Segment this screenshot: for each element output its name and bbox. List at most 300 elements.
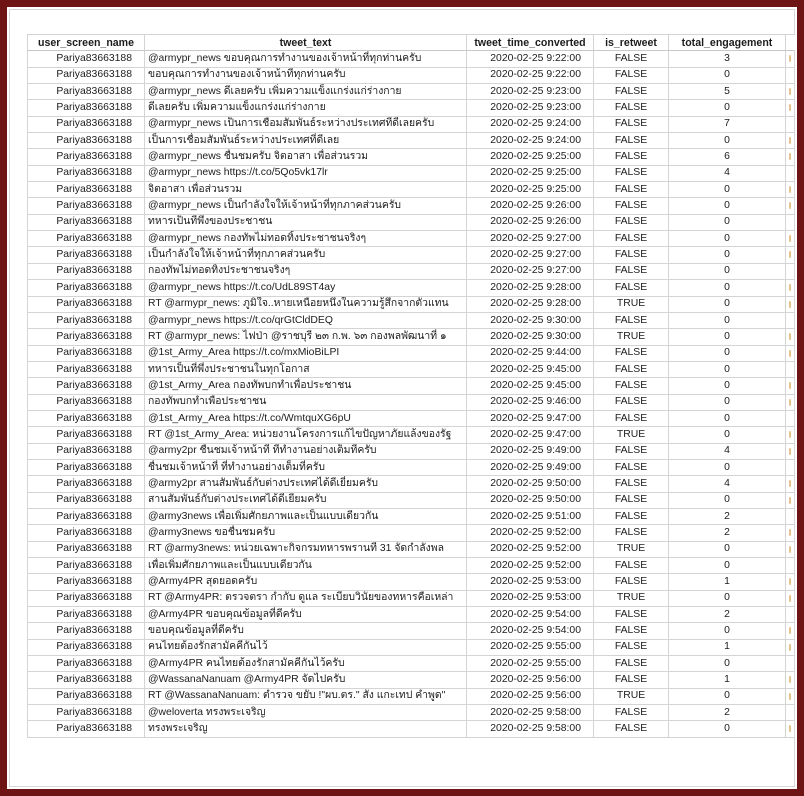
- table-row[interactable]: [28, 231, 798, 247]
- cell-user-screen-name[interactable]: Pariya83663188: [28, 378, 145, 394]
- cell-partial-column[interactable]: [786, 721, 798, 737]
- cell-total-engagement[interactable]: 0: [669, 67, 786, 83]
- cell-is-retweet[interactable]: FALSE: [594, 410, 669, 426]
- cell-user-screen-name[interactable]: Pariya83663188: [28, 607, 145, 623]
- cell-partial-column[interactable]: [786, 263, 798, 279]
- cell-total-engagement[interactable]: 0: [669, 721, 786, 737]
- cell-total-engagement[interactable]: 0: [669, 688, 786, 704]
- cell-total-engagement[interactable]: 0: [669, 133, 786, 149]
- cell-partial-column[interactable]: [786, 247, 798, 263]
- cell-partial-column[interactable]: [786, 378, 798, 394]
- cell-user-screen-name[interactable]: Pariya83663188: [28, 558, 145, 574]
- table-row[interactable]: [28, 672, 798, 688]
- cell-partial-column[interactable]: [786, 345, 798, 361]
- cell-partial-column[interactable]: [786, 688, 798, 704]
- cell-is-retweet[interactable]: FALSE: [594, 639, 669, 655]
- cell-is-retweet[interactable]: TRUE: [594, 296, 669, 312]
- table-row[interactable]: [28, 525, 798, 541]
- cell-tweet-time[interactable]: 2020-02-25 9:28:00: [467, 280, 594, 296]
- cell-is-retweet[interactable]: FALSE: [594, 492, 669, 508]
- cell-is-retweet[interactable]: FALSE: [594, 476, 669, 492]
- cell-tweet-text[interactable]: @armypr_news กองทัพไม่ทอดทิ้งประชาชนจริงๆ: [145, 231, 467, 247]
- cell-user-screen-name[interactable]: Pariya83663188: [28, 590, 145, 606]
- cell-partial-column[interactable]: [786, 410, 798, 426]
- cell-tweet-time[interactable]: 2020-02-25 9:50:00: [467, 476, 594, 492]
- cell-partial-column[interactable]: [786, 574, 798, 590]
- table-row[interactable]: [28, 312, 798, 328]
- cell-tweet-text[interactable]: @weloverta ทรงพระเจริญ: [145, 705, 467, 721]
- cell-tweet-time[interactable]: 2020-02-25 9:25:00: [467, 165, 594, 181]
- cell-user-screen-name[interactable]: Pariya83663188: [28, 427, 145, 443]
- cell-is-retweet[interactable]: FALSE: [594, 558, 669, 574]
- cell-is-retweet[interactable]: FALSE: [594, 263, 669, 279]
- cell-tweet-text[interactable]: ขอบคุณการทำงานของเจ้าหน้าที่ทุกท่านครับ: [145, 67, 467, 83]
- table-row[interactable]: [28, 705, 798, 721]
- cell-is-retweet[interactable]: TRUE: [594, 541, 669, 557]
- column-header-tweet-time-converted[interactable]: tweet_time_converted: [467, 35, 594, 51]
- cell-user-screen-name[interactable]: Pariya83663188: [28, 705, 145, 721]
- table-row[interactable]: [28, 361, 798, 377]
- cell-is-retweet[interactable]: FALSE: [594, 198, 669, 214]
- cell-is-retweet[interactable]: FALSE: [594, 443, 669, 459]
- cell-tweet-time[interactable]: 2020-02-25 9:30:00: [467, 329, 594, 345]
- cell-partial-column[interactable]: [786, 165, 798, 181]
- table-row[interactable]: [28, 721, 798, 737]
- cell-partial-column[interactable]: [786, 492, 798, 508]
- cell-tweet-text[interactable]: @army2pr สานสัมพันธ์กับต่างประเทศได้ดีเยี่ยมครับ: [145, 476, 467, 492]
- table-row[interactable]: [28, 198, 798, 214]
- cell-is-retweet[interactable]: FALSE: [594, 705, 669, 721]
- cell-is-retweet[interactable]: FALSE: [594, 525, 669, 541]
- cell-partial-column[interactable]: [786, 116, 798, 132]
- cell-partial-column[interactable]: [786, 280, 798, 296]
- cell-tweet-text[interactable]: RT @1st_Army_Area: หน่วยงานโครงการแก้ไขปัญหาภัยแล้งของรัฐ: [145, 427, 467, 443]
- cell-tweet-time[interactable]: 2020-02-25 9:44:00: [467, 345, 594, 361]
- cell-user-screen-name[interactable]: Pariya83663188: [28, 312, 145, 328]
- cell-partial-column[interactable]: [786, 198, 798, 214]
- cell-tweet-time[interactable]: 2020-02-25 9:46:00: [467, 394, 594, 410]
- cell-user-screen-name[interactable]: Pariya83663188: [28, 231, 145, 247]
- table-row[interactable]: [28, 51, 798, 67]
- cell-tweet-text[interactable]: RT @WassanaNanuam: ตำรวจ ขยับ !"ผบ.ตร." สั่ง แกะเทป คำพูด": [145, 688, 467, 704]
- cell-total-engagement[interactable]: 2: [669, 705, 786, 721]
- cell-tweet-text[interactable]: @armypr_news ดีเลยครับ เพิ่มความแข็งแกร่งแก่ร่างกาย: [145, 84, 467, 100]
- cell-user-screen-name[interactable]: Pariya83663188: [28, 574, 145, 590]
- table-row[interactable]: [28, 492, 798, 508]
- table-row[interactable]: [28, 459, 798, 475]
- cell-is-retweet[interactable]: FALSE: [594, 394, 669, 410]
- cell-partial-column[interactable]: [786, 214, 798, 230]
- cell-tweet-time[interactable]: 2020-02-25 9:22:00: [467, 51, 594, 67]
- table-row[interactable]: [28, 541, 798, 557]
- cell-is-retweet[interactable]: FALSE: [594, 214, 669, 230]
- cell-is-retweet[interactable]: FALSE: [594, 378, 669, 394]
- cell-tweet-text[interactable]: กองทัพไม่ทอดทิ้งประชาชนจริงๆ: [145, 263, 467, 279]
- cell-user-screen-name[interactable]: Pariya83663188: [28, 492, 145, 508]
- cell-tweet-text[interactable]: เป็นการเชื่อมสัมพันธ์ระหว่างประเทศที่ดีเลย: [145, 133, 467, 149]
- cell-is-retweet[interactable]: FALSE: [594, 116, 669, 132]
- cell-total-engagement[interactable]: 0: [669, 198, 786, 214]
- column-header-user-screen-name[interactable]: user_screen_name: [28, 35, 145, 51]
- cell-partial-column[interactable]: [786, 67, 798, 83]
- cell-total-engagement[interactable]: 0: [669, 427, 786, 443]
- cell-tweet-text[interactable]: เพื่อเพิ่มศักยภาพและเป็นแบบเดียวกัน: [145, 558, 467, 574]
- cell-user-screen-name[interactable]: Pariya83663188: [28, 443, 145, 459]
- cell-total-engagement[interactable]: 0: [669, 361, 786, 377]
- cell-tweet-text[interactable]: RT @Army4PR: ตรวจตรา กำกับ ดูแล ระเบียบวินัยของทหารคือเหล่า: [145, 590, 467, 606]
- cell-tweet-time[interactable]: 2020-02-25 9:58:00: [467, 705, 594, 721]
- cell-tweet-time[interactable]: 2020-02-25 9:52:00: [467, 525, 594, 541]
- cell-user-screen-name[interactable]: Pariya83663188: [28, 361, 145, 377]
- cell-partial-column[interactable]: [786, 231, 798, 247]
- cell-partial-column[interactable]: [786, 672, 798, 688]
- table-row[interactable]: [28, 100, 798, 116]
- table-row[interactable]: [28, 133, 798, 149]
- cell-is-retweet[interactable]: FALSE: [594, 149, 669, 165]
- cell-total-engagement[interactable]: 0: [669, 541, 786, 557]
- cell-partial-column[interactable]: [786, 558, 798, 574]
- cell-user-screen-name[interactable]: Pariya83663188: [28, 296, 145, 312]
- table-row[interactable]: [28, 508, 798, 524]
- cell-tweet-text[interactable]: @armypr_news เป็นกำลังใจให้เจ้าหน้าที่ทุกภาคส่วนครับ: [145, 198, 467, 214]
- cell-is-retweet[interactable]: TRUE: [594, 590, 669, 606]
- cell-partial-column[interactable]: [786, 590, 798, 606]
- cell-user-screen-name[interactable]: Pariya83663188: [28, 100, 145, 116]
- cell-tweet-time[interactable]: 2020-02-25 9:50:00: [467, 492, 594, 508]
- cell-tweet-time[interactable]: 2020-02-25 9:22:00: [467, 67, 594, 83]
- table-row[interactable]: [28, 149, 798, 165]
- cell-user-screen-name[interactable]: Pariya83663188: [28, 656, 145, 672]
- cell-is-retweet[interactable]: FALSE: [594, 280, 669, 296]
- cell-tweet-text[interactable]: @armypr_news ขอบคุณการทำงานของเจ้าหน้าที่ทุกท่านครับ: [145, 51, 467, 67]
- cell-is-retweet[interactable]: FALSE: [594, 51, 669, 67]
- table-row[interactable]: [28, 67, 798, 83]
- cell-is-retweet[interactable]: FALSE: [594, 607, 669, 623]
- cell-total-engagement[interactable]: 0: [669, 623, 786, 639]
- cell-tweet-text[interactable]: @armypr_news ชื่นชมครับ จิตอาสา เพื่อส่วนรวม: [145, 149, 467, 165]
- cell-partial-column[interactable]: [786, 329, 798, 345]
- cell-partial-column[interactable]: [786, 525, 798, 541]
- table-row[interactable]: [28, 607, 798, 623]
- cell-tweet-time[interactable]: 2020-02-25 9:51:00: [467, 508, 594, 524]
- cell-user-screen-name[interactable]: Pariya83663188: [28, 345, 145, 361]
- cell-user-screen-name[interactable]: Pariya83663188: [28, 116, 145, 132]
- cell-total-engagement[interactable]: 6: [669, 149, 786, 165]
- table-row[interactable]: [28, 378, 798, 394]
- cell-user-screen-name[interactable]: Pariya83663188: [28, 133, 145, 149]
- table-row[interactable]: [28, 263, 798, 279]
- cell-total-engagement[interactable]: 0: [669, 492, 786, 508]
- cell-is-retweet[interactable]: FALSE: [594, 247, 669, 263]
- cell-partial-column[interactable]: [786, 312, 798, 328]
- cell-tweet-time[interactable]: 2020-02-25 9:56:00: [467, 688, 594, 704]
- cell-tweet-text[interactable]: ทหารเป็นที่พึ่งของประชาชน: [145, 214, 467, 230]
- table-row[interactable]: [28, 656, 798, 672]
- cell-total-engagement[interactable]: 1: [669, 639, 786, 655]
- cell-is-retweet[interactable]: FALSE: [594, 345, 669, 361]
- cell-user-screen-name[interactable]: Pariya83663188: [28, 639, 145, 655]
- cell-tweet-time[interactable]: 2020-02-25 9:49:00: [467, 459, 594, 475]
- cell-tweet-time[interactable]: 2020-02-25 9:28:00: [467, 296, 594, 312]
- cell-partial-column[interactable]: [786, 133, 798, 149]
- table-row[interactable]: [28, 116, 798, 132]
- cell-tweet-time[interactable]: 2020-02-25 9:45:00: [467, 378, 594, 394]
- cell-tweet-time[interactable]: 2020-02-25 9:56:00: [467, 672, 594, 688]
- cell-user-screen-name[interactable]: Pariya83663188: [28, 525, 145, 541]
- cell-tweet-text[interactable]: ชื่นชมเจ้าหน้าที่ ที่ทำงานอย่างเต็มที่ครับ: [145, 459, 467, 475]
- cell-total-engagement[interactable]: 0: [669, 378, 786, 394]
- cell-tweet-text[interactable]: ขอบคุณข้อมูลที่ดีครับ: [145, 623, 467, 639]
- cell-total-engagement[interactable]: 0: [669, 590, 786, 606]
- cell-total-engagement[interactable]: 1: [669, 672, 786, 688]
- cell-partial-column[interactable]: [786, 149, 798, 165]
- cell-user-screen-name[interactable]: Pariya83663188: [28, 84, 145, 100]
- table-row[interactable]: [28, 639, 798, 655]
- cell-is-retweet[interactable]: FALSE: [594, 133, 669, 149]
- column-header-partial[interactable]: [786, 35, 798, 51]
- cell-partial-column[interactable]: [786, 508, 798, 524]
- cell-is-retweet[interactable]: FALSE: [594, 312, 669, 328]
- cell-partial-column[interactable]: [786, 623, 798, 639]
- column-header-tweet-text[interactable]: tweet_text: [145, 35, 467, 51]
- cell-tweet-time[interactable]: 2020-02-25 9:53:00: [467, 590, 594, 606]
- cell-partial-column[interactable]: [786, 84, 798, 100]
- cell-total-engagement[interactable]: 0: [669, 656, 786, 672]
- cell-user-screen-name[interactable]: Pariya83663188: [28, 67, 145, 83]
- cell-tweet-text[interactable]: @armypr_news https://t.co/UdL89ST4ay: [145, 280, 467, 296]
- table-row[interactable]: [28, 443, 798, 459]
- cell-tweet-time[interactable]: 2020-02-25 9:49:00: [467, 443, 594, 459]
- cell-total-engagement[interactable]: 1: [669, 574, 786, 590]
- cell-tweet-text[interactable]: @1st_Army_Area กองทัพบกทำเพื่อประชาชน: [145, 378, 467, 394]
- cell-is-retweet[interactable]: FALSE: [594, 361, 669, 377]
- table-row[interactable]: [28, 394, 798, 410]
- table-row[interactable]: [28, 345, 798, 361]
- cell-total-engagement[interactable]: 0: [669, 182, 786, 198]
- cell-is-retweet[interactable]: FALSE: [594, 67, 669, 83]
- column-header-is-retweet[interactable]: is_retweet: [594, 35, 669, 51]
- cell-tweet-time[interactable]: 2020-02-25 9:27:00: [467, 231, 594, 247]
- cell-user-screen-name[interactable]: Pariya83663188: [28, 182, 145, 198]
- cell-is-retweet[interactable]: FALSE: [594, 84, 669, 100]
- cell-total-engagement[interactable]: 4: [669, 443, 786, 459]
- cell-user-screen-name[interactable]: Pariya83663188: [28, 214, 145, 230]
- cell-user-screen-name[interactable]: Pariya83663188: [28, 280, 145, 296]
- cell-user-screen-name[interactable]: Pariya83663188: [28, 688, 145, 704]
- cell-is-retweet[interactable]: FALSE: [594, 508, 669, 524]
- cell-tweet-time[interactable]: 2020-02-25 9:24:00: [467, 133, 594, 149]
- cell-tweet-time[interactable]: 2020-02-25 9:53:00: [467, 574, 594, 590]
- cell-tweet-text[interactable]: @army3news ขอชื่นชมครับ: [145, 525, 467, 541]
- cell-total-engagement[interactable]: 3: [669, 51, 786, 67]
- cell-tweet-text[interactable]: @Army4PR คนไทยต้องรักสามัคคีกันไว้ครับ: [145, 656, 467, 672]
- cell-tweet-time[interactable]: 2020-02-25 9:24:00: [467, 116, 594, 132]
- cell-tweet-time[interactable]: 2020-02-25 9:25:00: [467, 182, 594, 198]
- cell-user-screen-name[interactable]: Pariya83663188: [28, 459, 145, 475]
- cell-user-screen-name[interactable]: Pariya83663188: [28, 247, 145, 263]
- cell-is-retweet[interactable]: FALSE: [594, 672, 669, 688]
- table-row[interactable]: [28, 280, 798, 296]
- cell-total-engagement[interactable]: 0: [669, 247, 786, 263]
- cell-total-engagement[interactable]: 0: [669, 100, 786, 116]
- column-header-total-engagement[interactable]: total_engagement: [669, 35, 786, 51]
- table-row[interactable]: [28, 427, 798, 443]
- cell-tweet-time[interactable]: 2020-02-25 9:27:00: [467, 247, 594, 263]
- cell-partial-column[interactable]: [786, 394, 798, 410]
- table-row[interactable]: [28, 558, 798, 574]
- table-row[interactable]: [28, 590, 798, 606]
- cell-total-engagement[interactable]: 0: [669, 329, 786, 345]
- cell-partial-column[interactable]: [786, 639, 798, 655]
- cell-is-retweet[interactable]: TRUE: [594, 329, 669, 345]
- table-row[interactable]: [28, 84, 798, 100]
- cell-tweet-text[interactable]: สานสัมพันธ์กับต่างประเทศได้ดีเยี่ยมครับ: [145, 492, 467, 508]
- table-row[interactable]: [28, 688, 798, 704]
- cell-partial-column[interactable]: [786, 541, 798, 557]
- cell-total-engagement[interactable]: 2: [669, 508, 786, 524]
- cell-partial-column[interactable]: [786, 361, 798, 377]
- cell-tweet-time[interactable]: 2020-02-25 9:52:00: [467, 541, 594, 557]
- cell-user-screen-name[interactable]: Pariya83663188: [28, 263, 145, 279]
- cell-tweet-time[interactable]: 2020-02-25 9:45:00: [467, 361, 594, 377]
- cell-tweet-text[interactable]: @1st_Army_Area https://t.co/WmtquXG6pU: [145, 410, 467, 426]
- cell-user-screen-name[interactable]: Pariya83663188: [28, 329, 145, 345]
- cell-partial-column[interactable]: [786, 51, 798, 67]
- table-row[interactable]: [28, 296, 798, 312]
- cell-is-retweet[interactable]: FALSE: [594, 721, 669, 737]
- cell-tweet-time[interactable]: 2020-02-25 9:23:00: [467, 100, 594, 116]
- cell-is-retweet[interactable]: FALSE: [594, 100, 669, 116]
- cell-tweet-text[interactable]: @armypr_news เป็นการเชื่อมสัมพันธ์ระหว่างประเทศที่ดีเลยครับ: [145, 116, 467, 132]
- cell-total-engagement[interactable]: 0: [669, 345, 786, 361]
- cell-tweet-text[interactable]: RT @armypr_news: ไฟป่า @ราชบุรี ๒๓ ก.พ. ๖๓ กองพลพัฒนาที่ ๑: [145, 329, 467, 345]
- cell-tweet-time[interactable]: 2020-02-25 9:27:00: [467, 263, 594, 279]
- cell-tweet-text[interactable]: @Army4PR ขอบคุณข้อมูลที่ดีครับ: [145, 607, 467, 623]
- cell-tweet-text[interactable]: ทรงพระเจริญ: [145, 721, 467, 737]
- cell-user-screen-name[interactable]: Pariya83663188: [28, 541, 145, 557]
- cell-tweet-text[interactable]: ทหารเป็นที่พึ่งประชาชนในทุกโอกาส: [145, 361, 467, 377]
- cell-tweet-text[interactable]: @WassanaNanuam @Army4PR จัดไปครับ: [145, 672, 467, 688]
- cell-total-engagement[interactable]: 0: [669, 280, 786, 296]
- cell-total-engagement[interactable]: 4: [669, 476, 786, 492]
- cell-partial-column[interactable]: [786, 100, 798, 116]
- cell-partial-column[interactable]: [786, 459, 798, 475]
- cell-is-retweet[interactable]: FALSE: [594, 623, 669, 639]
- cell-tweet-text[interactable]: กองทัพบกทำเพื่อประชาชน: [145, 394, 467, 410]
- cell-tweet-time[interactable]: 2020-02-25 9:26:00: [467, 214, 594, 230]
- cell-total-engagement[interactable]: 0: [669, 394, 786, 410]
- cell-user-screen-name[interactable]: Pariya83663188: [28, 165, 145, 181]
- cell-user-screen-name[interactable]: Pariya83663188: [28, 394, 145, 410]
- cell-tweet-time[interactable]: 2020-02-25 9:23:00: [467, 84, 594, 100]
- cell-partial-column[interactable]: [786, 443, 798, 459]
- cell-tweet-time[interactable]: 2020-02-25 9:47:00: [467, 410, 594, 426]
- cell-total-engagement[interactable]: 0: [669, 312, 786, 328]
- cell-total-engagement[interactable]: 0: [669, 410, 786, 426]
- cell-user-screen-name[interactable]: Pariya83663188: [28, 198, 145, 214]
- cell-tweet-time[interactable]: 2020-02-25 9:58:00: [467, 721, 594, 737]
- cell-user-screen-name[interactable]: Pariya83663188: [28, 410, 145, 426]
- cell-partial-column[interactable]: [786, 705, 798, 721]
- table-row[interactable]: [28, 410, 798, 426]
- table-row[interactable]: [28, 329, 798, 345]
- cell-tweet-text[interactable]: @1st_Army_Area https://t.co/mxMioBiLPI: [145, 345, 467, 361]
- table-row[interactable]: [28, 182, 798, 198]
- cell-is-retweet[interactable]: FALSE: [594, 182, 669, 198]
- cell-is-retweet[interactable]: FALSE: [594, 574, 669, 590]
- table-row[interactable]: [28, 574, 798, 590]
- cell-user-screen-name[interactable]: Pariya83663188: [28, 672, 145, 688]
- cell-is-retweet[interactable]: TRUE: [594, 688, 669, 704]
- cell-tweet-text[interactable]: @armypr_news https://t.co/qrGtCldDEQ: [145, 312, 467, 328]
- cell-partial-column[interactable]: [786, 656, 798, 672]
- cell-tweet-time[interactable]: 2020-02-25 9:25:00: [467, 149, 594, 165]
- cell-tweet-text[interactable]: RT @army3news: หน่วยเฉพาะกิจกรมทหารพรานที่ 31 จัดกำลังพล: [145, 541, 467, 557]
- cell-partial-column[interactable]: [786, 607, 798, 623]
- cell-tweet-text[interactable]: คนไทยต้องรักสามัคคีกันไว้: [145, 639, 467, 655]
- cell-total-engagement[interactable]: 2: [669, 525, 786, 541]
- cell-partial-column[interactable]: [786, 296, 798, 312]
- cell-user-screen-name[interactable]: Pariya83663188: [28, 476, 145, 492]
- cell-partial-column[interactable]: [786, 427, 798, 443]
- table-row[interactable]: [28, 247, 798, 263]
- cell-tweet-time[interactable]: 2020-02-25 9:30:00: [467, 312, 594, 328]
- cell-tweet-time[interactable]: 2020-02-25 9:55:00: [467, 639, 594, 655]
- cell-is-retweet[interactable]: FALSE: [594, 231, 669, 247]
- cell-tweet-text[interactable]: RT @armypr_news: ภูมิใจ..หายเหนื่อยหนึ่งในความรู้สึกจากตัวแทน: [145, 296, 467, 312]
- cell-total-engagement[interactable]: 0: [669, 231, 786, 247]
- cell-user-screen-name[interactable]: Pariya83663188: [28, 721, 145, 737]
- cell-tweet-text[interactable]: @Army4PR สุดยอดครับ: [145, 574, 467, 590]
- cell-partial-column[interactable]: [786, 476, 798, 492]
- cell-total-engagement[interactable]: 7: [669, 116, 786, 132]
- cell-is-retweet[interactable]: FALSE: [594, 459, 669, 475]
- cell-tweet-text[interactable]: @armypr_news https://t.co/5Qo5vk17lr: [145, 165, 467, 181]
- table-row[interactable]: [28, 165, 798, 181]
- cell-total-engagement[interactable]: 0: [669, 558, 786, 574]
- cell-tweet-text[interactable]: เป็นกำลังใจให้เจ้าหน้าที่ทุกภาคส่วนครับ: [145, 247, 467, 263]
- cell-is-retweet[interactable]: FALSE: [594, 656, 669, 672]
- cell-tweet-text[interactable]: จิตอาสา เพื่อส่วนรวม: [145, 182, 467, 198]
- table-row[interactable]: [28, 214, 798, 230]
- table-row[interactable]: [28, 476, 798, 492]
- cell-tweet-text[interactable]: ดีเลยครับ เพิ่มความแข็งแกร่งแก่ร่างกาย: [145, 100, 467, 116]
- cell-total-engagement[interactable]: 4: [669, 165, 786, 181]
- cell-total-engagement[interactable]: 0: [669, 214, 786, 230]
- cell-is-retweet[interactable]: TRUE: [594, 427, 669, 443]
- cell-tweet-time[interactable]: 2020-02-25 9:47:00: [467, 427, 594, 443]
- cell-total-engagement[interactable]: 0: [669, 296, 786, 312]
- cell-total-engagement[interactable]: 5: [669, 84, 786, 100]
- cell-partial-column[interactable]: [786, 182, 798, 198]
- cell-tweet-text[interactable]: @army2pr ชื่นชมเจ้าหน้าที่ ที่ทำงานอย่างเต็มที่ครับ: [145, 443, 467, 459]
- cell-tweet-text[interactable]: @army3news เพื่อเพิ่มศักยภาพและเป็นแบบเดียวกัน: [145, 508, 467, 524]
- cell-user-screen-name[interactable]: Pariya83663188: [28, 149, 145, 165]
- cell-tweet-time[interactable]: 2020-02-25 9:55:00: [467, 656, 594, 672]
- cell-tweet-time[interactable]: 2020-02-25 9:54:00: [467, 607, 594, 623]
- cell-total-engagement[interactable]: 0: [669, 263, 786, 279]
- cell-tweet-time[interactable]: 2020-02-25 9:52:00: [467, 558, 594, 574]
- cell-user-screen-name[interactable]: Pariya83663188: [28, 51, 145, 67]
- cell-tweet-time[interactable]: 2020-02-25 9:54:00: [467, 623, 594, 639]
- cell-total-engagement[interactable]: 2: [669, 607, 786, 623]
- cell-user-screen-name[interactable]: Pariya83663188: [28, 508, 145, 524]
- cell-is-retweet[interactable]: FALSE: [594, 165, 669, 181]
- table-row[interactable]: [28, 623, 798, 639]
- cell-tweet-time[interactable]: 2020-02-25 9:26:00: [467, 198, 594, 214]
- cell-user-screen-name[interactable]: Pariya83663188: [28, 623, 145, 639]
- cell-total-engagement[interactable]: 0: [669, 459, 786, 475]
